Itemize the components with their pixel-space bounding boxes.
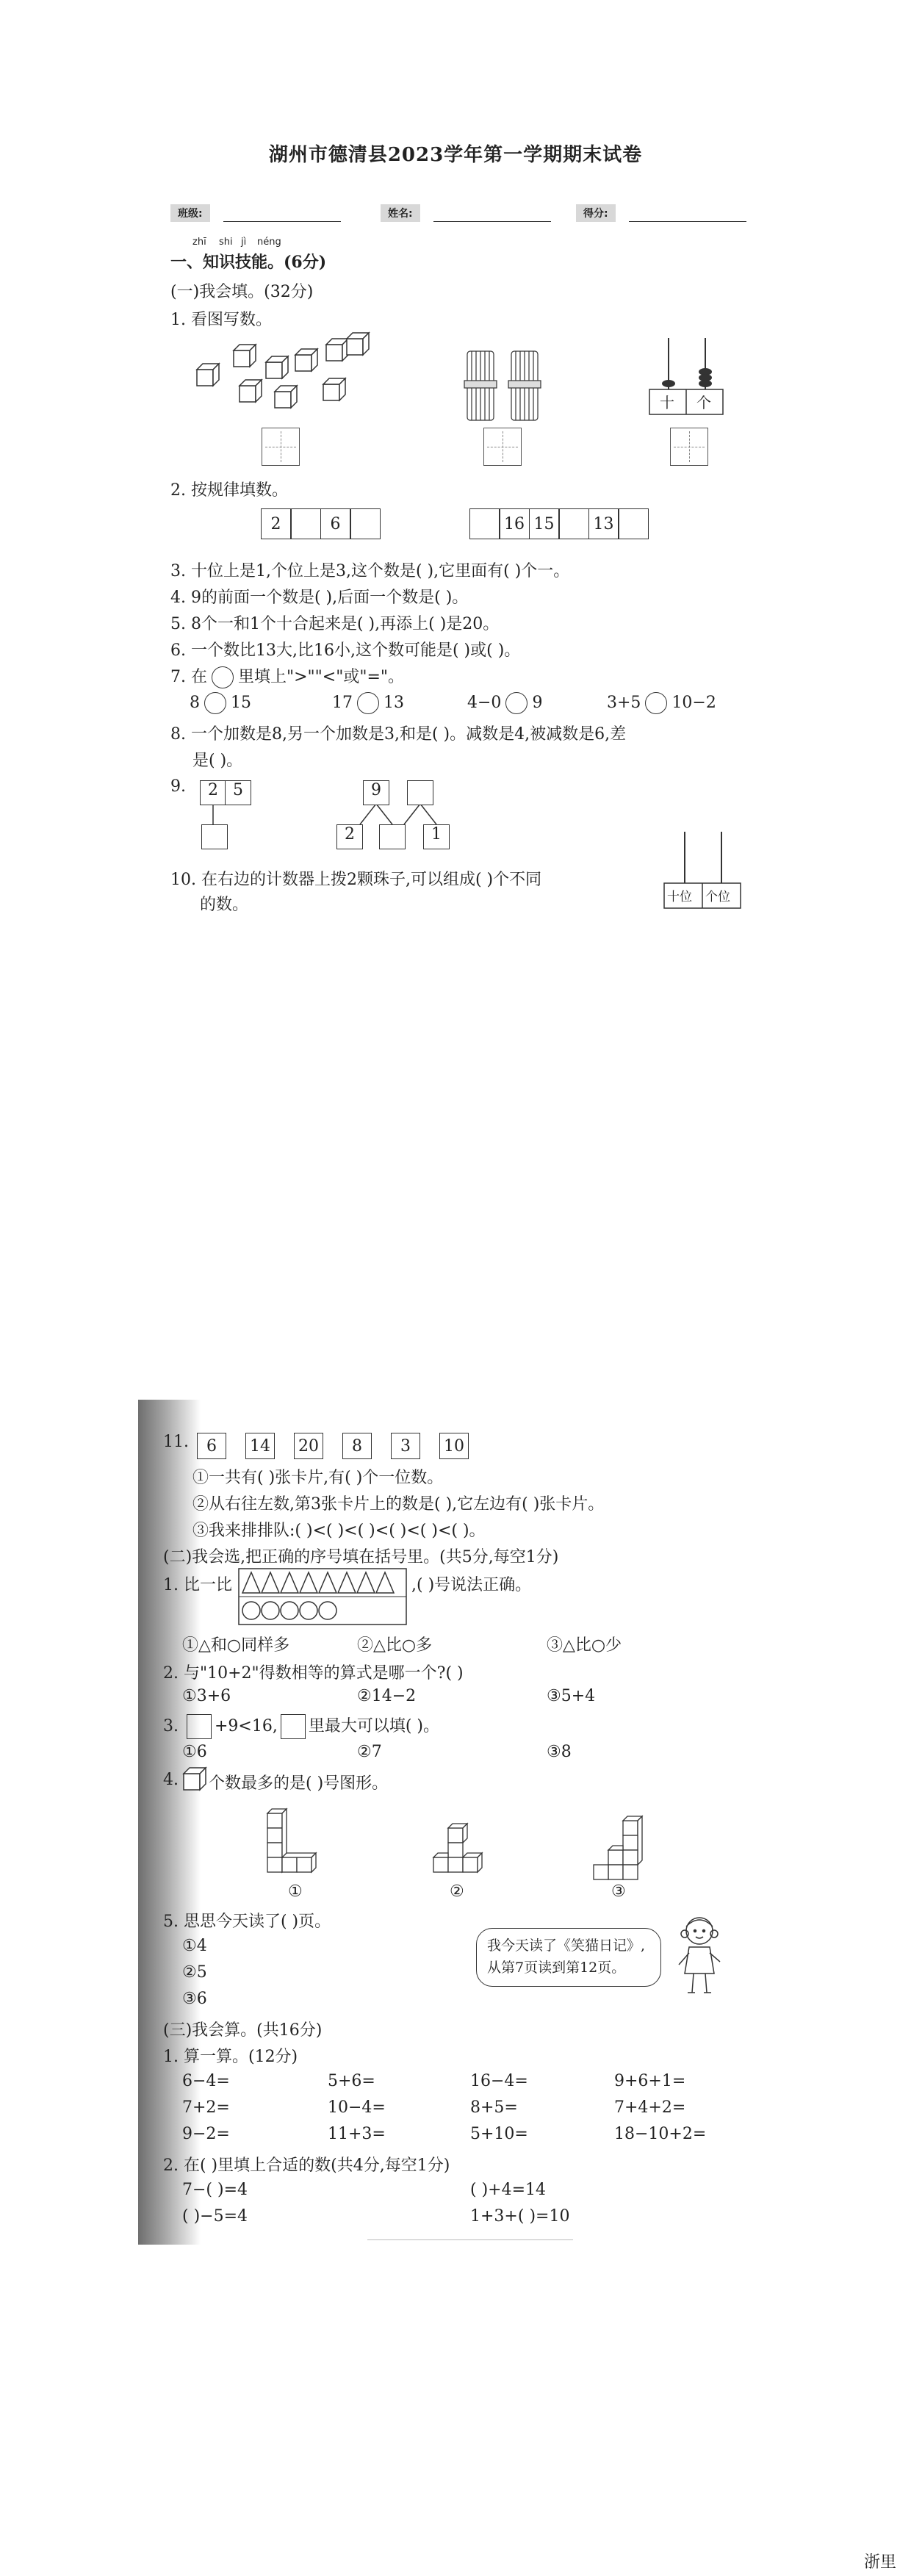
q11-part3: ③我来排排队:( )<( )<( )<( )<( )<( )。 [192, 1522, 486, 1540]
q1-text: 1. 看图写数。 [170, 311, 272, 329]
subsection-fill: (一)我会填。(32分) [170, 283, 314, 301]
sequence-row-1 [262, 508, 381, 539]
q9-mid-bottom-c: 1 [423, 824, 450, 849]
pinyin-2: shi [219, 237, 233, 248]
subsection-choose: (二)我会选,把正确的序号填在括号里。(共5分,每空1分) [163, 1548, 559, 1566]
c3-option-2: ②7 [357, 1743, 382, 1761]
q11-part1: ①一共有( )张卡片,有( )个一位数。 [192, 1469, 444, 1487]
q6-text: 6. 一个数比13大,比16小,这个数可能是( )或( )。 [170, 641, 521, 660]
section1-title: 一、知识技能。(6分) [170, 253, 327, 272]
figure-label-2: ② [450, 1882, 464, 1901]
name-label: 姓名: [381, 204, 420, 222]
pinyin-3: jì [241, 237, 247, 248]
seq1-cell: 6 [320, 508, 351, 539]
calc-item[interactable]: 7+4+2= [614, 2098, 686, 2117]
q9-mid-top-blank[interactable] [407, 780, 433, 805]
number-card: 3 [391, 1433, 420, 1459]
compare-2 [332, 692, 404, 714]
calc-item[interactable]: 7+2= [182, 2098, 230, 2117]
c3-middle: +9<16, [215, 1717, 278, 1735]
score-field [576, 204, 746, 222]
abacus-q1-tens-label: 十 [660, 394, 674, 411]
q7-text [170, 664, 404, 688]
name-blank[interactable] [433, 208, 551, 222]
cubes-figure [192, 334, 376, 422]
c1-option-1: ①△和○同样多 [182, 1636, 290, 1655]
calc-item[interactable]: 16−4= [470, 2072, 528, 2090]
blank-square-icon[interactable] [187, 1714, 212, 1739]
compare-4 [607, 692, 716, 714]
compare-circle[interactable] [505, 692, 527, 714]
seq1-blank[interactable] [290, 508, 321, 539]
number-card: 14 [245, 1433, 275, 1459]
c2-text: 2. 与"10+2"得数相等的算式是哪一个?( ) [163, 1664, 464, 1683]
c5-option-3: ③6 [182, 1990, 207, 2008]
scan-shadow [138, 1400, 201, 2245]
q11-label: 11. [163, 1433, 189, 1451]
blank-square-icon [281, 1714, 306, 1739]
compare-right: 15 [231, 694, 251, 712]
circle-icon [212, 666, 234, 688]
c3-label: 3. [163, 1717, 179, 1735]
c2-option-1: ①3+6 [182, 1687, 231, 1705]
sequence-row-2 [470, 508, 649, 539]
c4-label: 4. [163, 1771, 179, 1789]
calc-item[interactable]: 10−4= [328, 2098, 386, 2117]
class-blank[interactable] [223, 208, 341, 222]
q9-mid-top: 9 [363, 780, 389, 805]
speech-line-2: 从第7页读到第12页。 [487, 1960, 626, 1976]
compare-right: 13 [384, 694, 404, 712]
calc-item[interactable]: 18−10+2= [614, 2125, 707, 2143]
calc-item[interactable]: 9+6+1= [614, 2072, 686, 2090]
c3-option-3: ③8 [547, 1743, 572, 1761]
number-card: 10 [439, 1433, 469, 1459]
c2-option-3: ③5+4 [547, 1687, 596, 1705]
seq1-blank[interactable] [350, 508, 381, 539]
q9-left-top-b: 5 [225, 780, 251, 805]
compare-left: 17 [332, 694, 353, 712]
seq2-blank[interactable] [558, 508, 589, 539]
class-field [170, 204, 341, 222]
q7-prefix: 7. 在 [170, 668, 207, 686]
compare-left: 8 [190, 694, 200, 712]
class-label: 班级: [170, 204, 210, 222]
abacus-q10-tens-label: 十位 [667, 890, 692, 904]
name-field [381, 204, 551, 222]
q8-text: 8. 一个加数是8,另一个加数是3,和是( )。减数是4,被减数是6,差 [170, 725, 627, 744]
seq2-blank[interactable] [618, 508, 649, 539]
answer-box-cubes[interactable] [262, 428, 300, 466]
calc-item[interactable]: 8+5= [470, 2098, 518, 2117]
calc-item[interactable]: 5+6= [328, 2072, 375, 2090]
c1-option-2: ②△比○多 [357, 1636, 433, 1655]
c5-option-1: ①4 [182, 1937, 207, 1955]
calc-item[interactable]: 5+10= [470, 2125, 528, 2143]
c1-prefix: 1. 比一比 [163, 1576, 232, 1594]
cube-icon [182, 1766, 207, 1791]
c5-option-2: ②5 [182, 1963, 207, 1982]
compare-right: 10−2 [671, 694, 716, 712]
answer-box-abacus[interactable] [670, 428, 708, 466]
q2-text: 2. 按规律填数。 [170, 481, 288, 500]
speech-bubble [476, 1928, 661, 1987]
compare-3 [467, 692, 542, 714]
number-card: 6 [197, 1433, 226, 1459]
fill-item[interactable]: 7−( )=4 [182, 2181, 248, 2199]
c5-text: 5. 思思今天读了( )页。 [163, 1913, 331, 1931]
q3-text: 3. 十位上是1,个位上是3,这个数是( ),它里面有( )个一。 [170, 562, 570, 580]
fill-item[interactable]: 1+3+( )=10 [470, 2207, 570, 2226]
compare-circle[interactable] [645, 692, 667, 714]
q10-text-cont: 的数。 [200, 896, 249, 914]
compare-left: 3+5 [607, 694, 641, 712]
seq2-cell: 16 [499, 508, 530, 539]
triangles-circles-figure [238, 1568, 408, 1627]
answer-box-sticks[interactable] [483, 428, 522, 466]
score-label: 得分: [576, 204, 616, 222]
seq2-cell: 15 [529, 508, 560, 539]
stick-bundles-figure [463, 345, 551, 426]
q8-text-cont: 是( )。 [192, 752, 243, 770]
calc-item[interactable]: 6−4= [182, 2072, 230, 2090]
c1-option-3: ③△比○少 [547, 1636, 622, 1655]
q9-label: 9. [170, 777, 186, 796]
calc-item[interactable]: 9−2= [182, 2125, 230, 2143]
c3-suffix: 里最大可以填( )。 [308, 1717, 440, 1735]
compare-circle[interactable] [357, 692, 379, 714]
c3-option-1: ①6 [182, 1743, 207, 1761]
pinyin-1: zhī [192, 237, 206, 248]
q9-left-blank[interactable] [201, 824, 228, 849]
subsection-calc: (三)我会算。(共16分) [163, 2021, 323, 2040]
q7-suffix: 里填上">""<"或"="。 [237, 668, 405, 686]
seq2-cell: 13 [588, 508, 619, 539]
calc-item[interactable]: 11+3= [328, 2125, 386, 2143]
abacus-q1 [647, 338, 727, 419]
abacus-q1-ones-label: 个 [696, 394, 711, 411]
c4-text: 个数最多的是( )号图形。 [209, 1774, 389, 1793]
c3-text [163, 1713, 439, 1739]
abacus-q10-ones-label: 个位 [705, 890, 730, 904]
page-title: 湖州市德清县2023学年第一学期期末试卷 [268, 144, 643, 166]
page-divider [367, 2239, 573, 2240]
q11-part2: ②从右往左数,第3张卡片上的数是( ),它左边有( )张卡片。 [192, 1495, 605, 1514]
q9-mid-bottom-a: 2 [336, 824, 363, 849]
figure-label-3: ③ [611, 1882, 626, 1901]
q5-text: 5. 8个一和1个十合起来是( ),再添上( )是20。 [170, 615, 500, 633]
compare-1 [190, 692, 251, 714]
compare-circle[interactable] [204, 692, 226, 714]
cube-figure-3 [594, 1812, 652, 1879]
seq1-cell: 2 [261, 508, 292, 539]
cube-figure-2 [433, 1819, 492, 1878]
fill-item[interactable]: ( )+4=14 [470, 2181, 547, 2199]
figure-label-1: ① [288, 1882, 303, 1901]
compare-right: 9 [532, 694, 543, 712]
c2-option-2: ②14−2 [357, 1687, 417, 1705]
calc-title: 1. 算一算。(12分) [163, 2048, 298, 2066]
footer-mark: 浙里 [863, 2553, 896, 2572]
cube-figure-1 [264, 1805, 332, 1879]
q10-text: 10. 在右边的计数器上拨2颗珠子,可以组成( )个不同 [170, 871, 542, 889]
pinyin-4: néng [257, 237, 281, 248]
seq2-blank[interactable] [469, 508, 500, 539]
girl-reading-illustration [670, 1910, 729, 1998]
fill-item[interactable]: ( )−5=4 [182, 2207, 248, 2226]
q9-left-top-a: 2 [200, 780, 226, 805]
number-card: 8 [342, 1433, 372, 1459]
number-card: 20 [294, 1433, 323, 1459]
q4-text: 4. 9的前面一个数是( ),后面一个数是( )。 [170, 589, 469, 607]
speech-line-1: 我今天读了《笑猫日记》, [487, 1938, 646, 1954]
q9-mid-bottom-blank[interactable] [379, 824, 406, 849]
fill-title: 2. 在( )里填上合适的数(共4分,每空1分) [163, 2156, 450, 2175]
score-blank[interactable] [629, 208, 746, 222]
compare-left: 4−0 [467, 694, 502, 712]
c1-suffix: ,( )号说法正确。 [411, 1576, 532, 1594]
